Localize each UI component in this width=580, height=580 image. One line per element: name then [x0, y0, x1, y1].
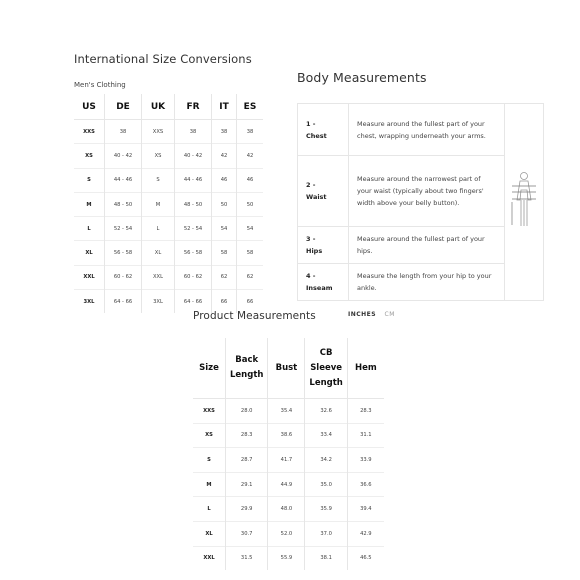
value-cell: 38.1 [305, 546, 347, 570]
body-part-label [298, 156, 349, 227]
body-part-label [298, 264, 349, 301]
value-cell: 35.0 [305, 472, 347, 497]
body-measurements-title: Body Measurements [297, 70, 427, 85]
value-cell: S [142, 168, 175, 192]
value-cell: 52.0 [268, 521, 305, 546]
intl-table-row [74, 120, 263, 144]
value-cell: 60 - 62 [175, 265, 212, 289]
body-part-name: Inseam [306, 284, 333, 292]
intl-table-row [74, 168, 263, 192]
value-cell: 36.6 [347, 472, 384, 497]
value-cell: 3XL [142, 290, 175, 314]
body-part-label [298, 104, 349, 156]
value-cell: 52 - 54 [175, 217, 212, 241]
size-cell: 3XL [74, 290, 105, 314]
value-cell: 35.9 [305, 497, 347, 522]
product-table-row [193, 497, 384, 522]
value-cell: 42 [212, 144, 237, 168]
value-cell: 34.2 [305, 448, 347, 473]
size-cell: S [193, 448, 226, 473]
value-cell: 38 [175, 120, 212, 144]
value-cell: 33.4 [305, 423, 347, 448]
body-part-number: 3 - [306, 235, 316, 243]
value-cell: XXS [142, 120, 175, 144]
product-table-row [193, 521, 384, 546]
value-cell: 54 [237, 217, 264, 241]
col-header-uk: UK [142, 94, 175, 120]
col-header-es: ES [237, 94, 264, 120]
value-cell: 39.4 [347, 497, 384, 522]
size-cell: XS [193, 423, 226, 448]
value-cell: 44 - 46 [175, 168, 212, 192]
value-cell: 48 - 50 [105, 192, 142, 216]
value-cell: 46.5 [347, 546, 384, 570]
value-cell: 60 - 62 [105, 265, 142, 289]
size-cell: XXS [83, 128, 95, 135]
value-cell: 46 [212, 168, 237, 192]
size-cell: XS [74, 144, 105, 168]
value-cell: 28.3 [226, 423, 268, 448]
body-part-name: Chest [306, 131, 327, 140]
col-header-back-length: Back Length [226, 338, 268, 399]
value-cell: 48.0 [268, 497, 305, 522]
body-part-number: 2 - [306, 181, 316, 189]
value-cell: 42.9 [347, 521, 384, 546]
intl-table-row [74, 265, 263, 289]
body-row-chest [298, 104, 544, 156]
value-cell: 66 [212, 290, 237, 314]
unit-inches-option[interactable]: INCHES [348, 311, 377, 318]
value-cell: 58 [212, 241, 237, 265]
value-cell: M [142, 192, 175, 216]
product-measurements-table [193, 338, 384, 570]
value-cell: 28.3 [347, 399, 384, 424]
body-part-number: 4 - [306, 272, 316, 280]
intl-size-title: International Size Conversions [74, 52, 252, 66]
product-measurements-title: Product Measurements [193, 310, 316, 322]
product-header-row [193, 338, 384, 399]
size-cell: M [193, 472, 226, 497]
body-part-description: Measure around the narrowest part of your waist (typically about two fingers' width above your belly button). [349, 156, 505, 227]
value-cell: 64 - 66 [105, 290, 142, 314]
intl-table-row [74, 144, 263, 168]
size-cell: M [74, 192, 105, 216]
body-part-name: Hips [306, 247, 323, 255]
product-table-row [193, 399, 384, 424]
size-cell: S [74, 168, 105, 192]
value-cell: 56 - 58 [175, 241, 212, 265]
value-cell: 64 - 66 [175, 290, 212, 314]
value-cell: 62 [212, 265, 237, 289]
value-cell: 56 - 58 [105, 241, 142, 265]
value-cell: 40 - 42 [175, 144, 212, 168]
size-cell: L [74, 217, 105, 241]
value-cell: 38 [237, 120, 264, 144]
value-cell: 42 [237, 144, 264, 168]
value-cell: XXL [142, 265, 175, 289]
value-cell: 58 [237, 241, 264, 265]
product-table-row [193, 472, 384, 497]
value-cell: 40 - 42 [105, 144, 142, 168]
body-part-name: Waist [306, 193, 327, 201]
col-header-fr: FR [175, 94, 212, 120]
col-header-bust: Bust [268, 338, 305, 399]
product-table-row [193, 448, 384, 473]
col-header-hem: Hem [347, 338, 384, 399]
size-cell: XL [74, 241, 105, 265]
value-cell: 50 [237, 192, 264, 216]
unit-cm-option[interactable]: CM [384, 311, 395, 318]
value-cell: 31.1 [347, 423, 384, 448]
value-cell: 48 - 50 [175, 192, 212, 216]
value-cell: 28.0 [226, 399, 268, 424]
size-cell: XXS [203, 407, 215, 414]
value-cell: 41.7 [268, 448, 305, 473]
value-cell: XS [142, 144, 175, 168]
value-cell: 50 [212, 192, 237, 216]
value-cell: 29.1 [226, 472, 268, 497]
col-header-it: IT [212, 94, 237, 120]
product-table-row [193, 546, 384, 570]
value-cell: L [142, 217, 175, 241]
body-part-description: Measure around the fullest part of your chest, wrapping underneath your arms. [349, 104, 505, 156]
product-table-row [193, 423, 384, 448]
value-cell: 54 [212, 217, 237, 241]
body-figure-illustration [506, 170, 542, 230]
body-part-number: 1 - [306, 119, 316, 128]
value-cell: 62 [237, 265, 264, 289]
intl-header-row [74, 94, 263, 120]
value-cell: 32.6 [305, 399, 347, 424]
intl-table-row [74, 241, 263, 265]
col-header-cb-sleeve-length: CB Sleeve Length [305, 338, 347, 399]
value-cell: 30.7 [226, 521, 268, 546]
value-cell: 52 - 54 [105, 217, 142, 241]
value-cell: 44 - 46 [105, 168, 142, 192]
col-header-de: DE [105, 94, 142, 120]
value-cell: 38 [212, 120, 237, 144]
value-cell: 28.7 [226, 448, 268, 473]
intl-table-row [74, 192, 263, 216]
value-cell: 38.6 [268, 423, 305, 448]
body-part-description: Measure the length from your hip to your ankle. [349, 264, 505, 301]
intl-size-subtitle: Men's Clothing [74, 81, 126, 89]
value-cell: 55.9 [268, 546, 305, 570]
col-header-size: Size [193, 338, 226, 399]
value-cell: 38 [105, 120, 142, 144]
value-cell: XL [142, 241, 175, 265]
unit-toggle [348, 311, 395, 318]
body-figure-cell [505, 104, 544, 301]
size-cell: XXL [193, 546, 226, 570]
value-cell: 31.5 [226, 546, 268, 570]
body-part-label [298, 227, 349, 264]
value-cell: 33.9 [347, 448, 384, 473]
body-measurements-table [297, 103, 544, 301]
value-cell: 29.9 [226, 497, 268, 522]
intl-table-row [74, 217, 263, 241]
value-cell: 46 [237, 168, 264, 192]
value-cell: 37.0 [305, 521, 347, 546]
value-cell: 35.4 [268, 399, 305, 424]
value-cell: 66 [237, 290, 264, 314]
intl-size-table [74, 94, 263, 313]
size-cell: XXL [74, 265, 105, 289]
size-cell: XL [193, 521, 226, 546]
col-header-us: US [74, 94, 105, 120]
body-part-description: Measure around the fullest part of your hips. [349, 227, 505, 264]
size-cell: L [193, 497, 226, 522]
value-cell: 44.9 [268, 472, 305, 497]
